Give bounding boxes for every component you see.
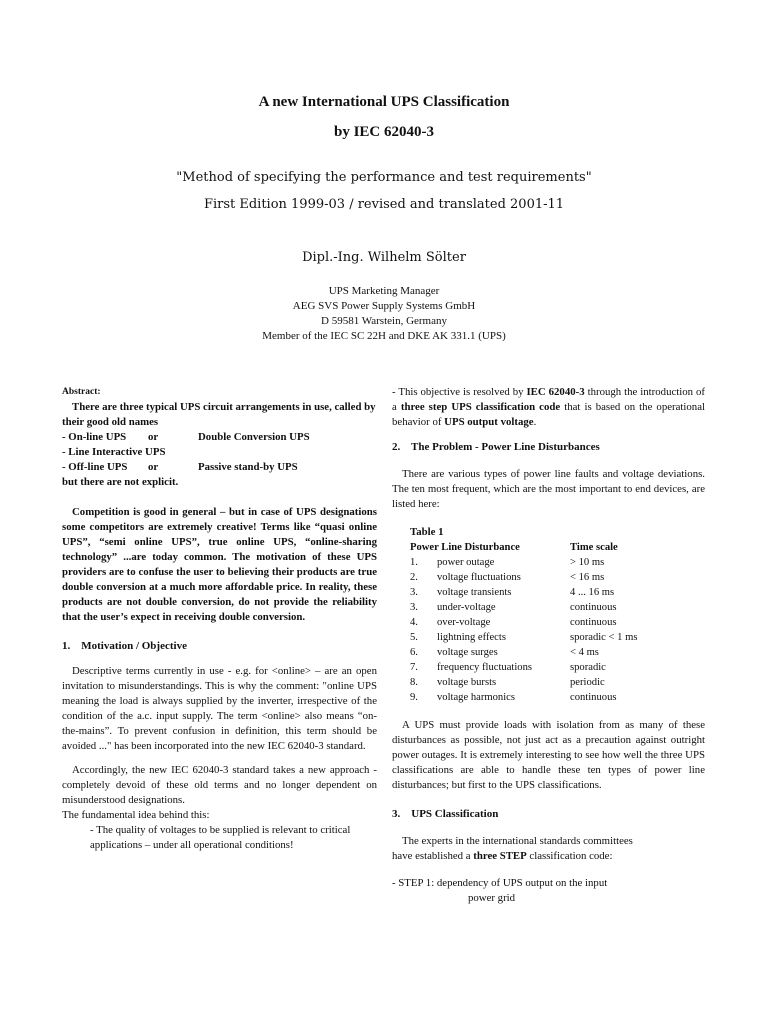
document-title-line1: A new International UPS Classification (258, 94, 510, 110)
author-name: Dipl.-Ing. Wilhelm Sölter (302, 250, 466, 265)
ups-type-item: - On-line UPS or Double Conversion UPS (62, 431, 310, 443)
table-header-row (410, 540, 637, 555)
left-column (62, 385, 377, 853)
abstract-intro: There are three typical UPS circuit arrangements in use, called by their good old names (62, 401, 376, 428)
document-title-line2: by IEC 62040-3 (333, 124, 434, 140)
table-header-disturbance: Power Line Disturbance (410, 542, 520, 553)
disturbance-table-block (392, 525, 705, 705)
document-subtitle: "Method of specifying the performance and test requirements" (176, 170, 592, 185)
table-row: 5. lightning effects sporadic < 1 ms (410, 632, 638, 643)
table-row: 2. voltage fluctuations < 16 ms (410, 572, 605, 583)
author-info (0, 284, 768, 344)
table-row: 3. voltage transients 4 ... 16 ms (410, 587, 615, 598)
section2-heading: 2. The Problem - Power Line Disturbances (392, 441, 600, 453)
section2-paragraph2: A UPS must provide loads with isolation from as many of these disturbances as possible, not just act as a precaution against outright power outages. It is extremely interesting to see how well the three UPS classifications are able to handle these ten types of power line disturbances; but first to the UPS classifications. (392, 719, 705, 791)
step1-line2: power grid (468, 892, 516, 904)
table-row: 1. power outage > 10 ms (410, 557, 605, 568)
ups-type-list (62, 430, 377, 475)
section1-paragraph1: Descriptive terms currently in use - e.g. for <online> – are an open invitation to misunderstandings. This is why the comment: "online UPS meaning the load is always supplied by the inverter, irrespective of the condition of the a.c. input supply. The term <online> also means “on-the-mains”. To prevent confusion in definition, this term should be avoided ..." has been incorporated into the new IEC 62040-3 standard. (62, 665, 377, 752)
disturbance-table (410, 540, 637, 705)
competition-paragraph: Competition is good in general – but in case of UPS designations some competitors are extremely creative! Terms like “quasi online UPS”, “semi online UPS”, true online UPS, “online-sharing technology” ...are today common. The motivation of these UPS providers are to confuse the user to believing their products are true double conversion at a much more affordable price. In reality, these products are not double conversion, do not provide the reliability that the user’s expect in receiving double conversion. (62, 506, 377, 623)
table-row: 8. voltage bursts periodic (410, 677, 605, 688)
right-column (392, 385, 705, 906)
abstract-label: Abstract: (62, 387, 101, 397)
section1-heading: 1. Motivation / Objective (62, 640, 187, 652)
table-row: 7. frequency fluctuations sporadic (410, 662, 606, 673)
author-membership: Member of the IEC SC 22H and DKE AK 331.1 (UPS) (262, 330, 506, 342)
author-address: D 59581 Warstein, Germany (321, 315, 447, 327)
table-row: 9. voltage harmonics continuous (410, 692, 617, 703)
ups-type-item: - Off-line UPS or Passive stand-by UPS (62, 461, 298, 473)
section1-paragraph4: - The quality of voltages to be supplied is relevant to critical applications – under all operational conditions! (90, 824, 351, 851)
objective-paragraph: - This objective is resolved by IEC 62040-3 through the introduction of a three step UPS classification code that is based on the operational behavior of UPS output voltage. (392, 386, 706, 428)
section1-paragraph2: Accordingly, the new IEC 62040-3 standard takes a new approach - completely devoid of these old terms and no longer dependent on misunderstood designations. (62, 764, 377, 806)
table-row: 6. voltage surges < 4 ms (410, 647, 599, 658)
edition-line: First Edition 1999-03 / revised and translated 2001-11 (203, 197, 565, 212)
section3-paragraph1-line2: have established a three STEP classification code: (392, 850, 613, 862)
section3-heading: 3. UPS Classification (392, 808, 499, 820)
step1-line1: - STEP 1: dependency of UPS output on the input (392, 877, 608, 889)
not-explicit-text: but there are not explicit. (62, 476, 179, 488)
section2-paragraph1: There are various types of power line faults and voltage deviations. The ten most frequent, which are the most important to end devices, are listed here: (392, 468, 705, 510)
table-label: Table 1 (410, 526, 444, 538)
table-header-timescale: Time scale (570, 542, 618, 553)
author-role: UPS Marketing Manager (328, 285, 440, 297)
table-row: 4. over-voltage continuous (410, 617, 617, 628)
section3-paragraph1-line1: The experts in the international standards committees (402, 835, 633, 847)
ups-type-item: - Line Interactive UPS (62, 446, 166, 458)
section1-paragraph3: The fundamental idea behind this: (62, 809, 210, 821)
table-row: 3. under-voltage continuous (410, 602, 617, 613)
author-company: AEG SVS Power Supply Systems GmbH (292, 300, 476, 312)
